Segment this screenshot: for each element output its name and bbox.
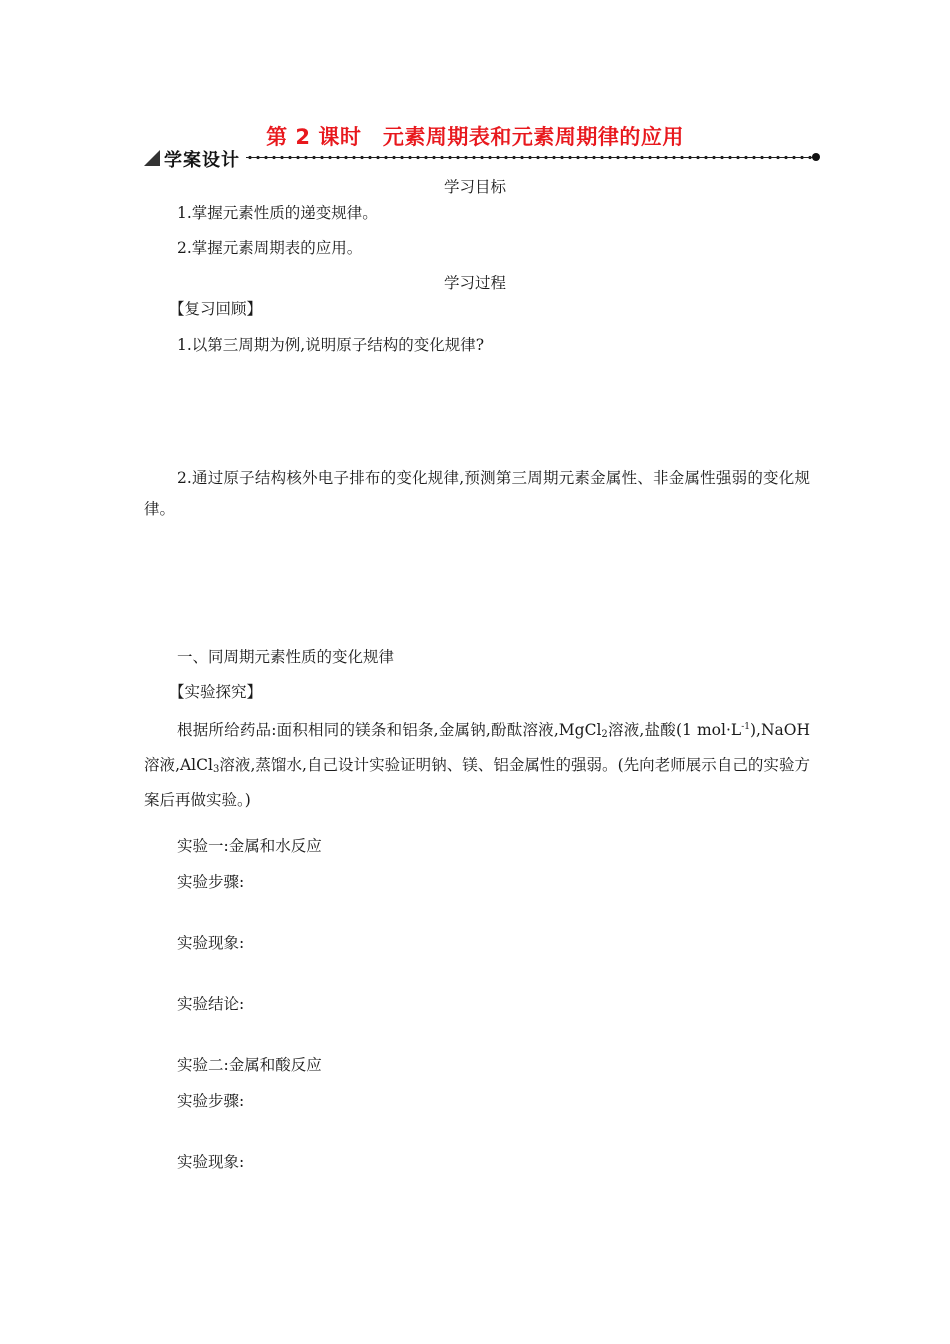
review-question-1: 1.以第三周期为例,说明原子结构的变化规律? [177,336,485,354]
goal-item-2: 2.掌握元素周期表的应用。 [177,239,363,257]
process-heading: 学习过程 [443,274,506,292]
intro-part-c: ),NaOH 溶液,AlCl [144,721,810,774]
page-title: 第 2 课时 元素周期表和元素周期律的应用 [266,125,684,149]
exp2-steps: 实验步骤: [177,1092,245,1110]
exp1-conclusion: 实验结论: [177,995,245,1013]
banner-triangle-icon [144,150,160,166]
lab-label: 【实验探究】 [169,683,263,701]
lab-intro [144,712,810,816]
subscript-3: 3 [212,764,220,775]
exp2-phenomena: 实验现象: [177,1153,245,1171]
goals-heading: 学习目标 [443,178,506,196]
goal-item-1: 1.掌握元素性质的递变规律。 [177,204,378,222]
intro-part-d: 溶液,蒸馏水,自己设计实验证明钠、镁、铝金属性的强弱。(先向老师展示自己的实验方案后再做实验。) [144,756,810,809]
exp1-title: 实验一:金属和水反应 [177,837,322,855]
intro-part-a: 根据所给药品:面积相同的镁条和铝条,金属钠,酚酞溶液,MgCl [177,721,602,739]
section-banner [144,146,820,171]
section1-heading: 一、同周期元素性质的变化规律 [177,648,395,666]
review-label: 【复习回顾】 [169,300,263,318]
review-question-2: 2.通过原子结构核外电子排布的变化规律,预测第三周期元素金属性、非金属性强弱的变化规律。 [144,469,810,518]
banner-end-dot-icon [812,153,820,161]
exp1-phenomena: 实验现象: [177,934,245,952]
intro-part-b: 溶液,盐酸(1 mol·L [607,721,742,739]
superscript-neg1: -1 [741,722,750,732]
exp1-steps: 实验步骤: [177,873,245,891]
subscript-2: 2 [601,729,608,740]
banner-label: 学案设计 [164,150,240,171]
exp2-title: 实验二:金属和酸反应 [177,1056,322,1074]
banner-dots [246,154,814,161]
